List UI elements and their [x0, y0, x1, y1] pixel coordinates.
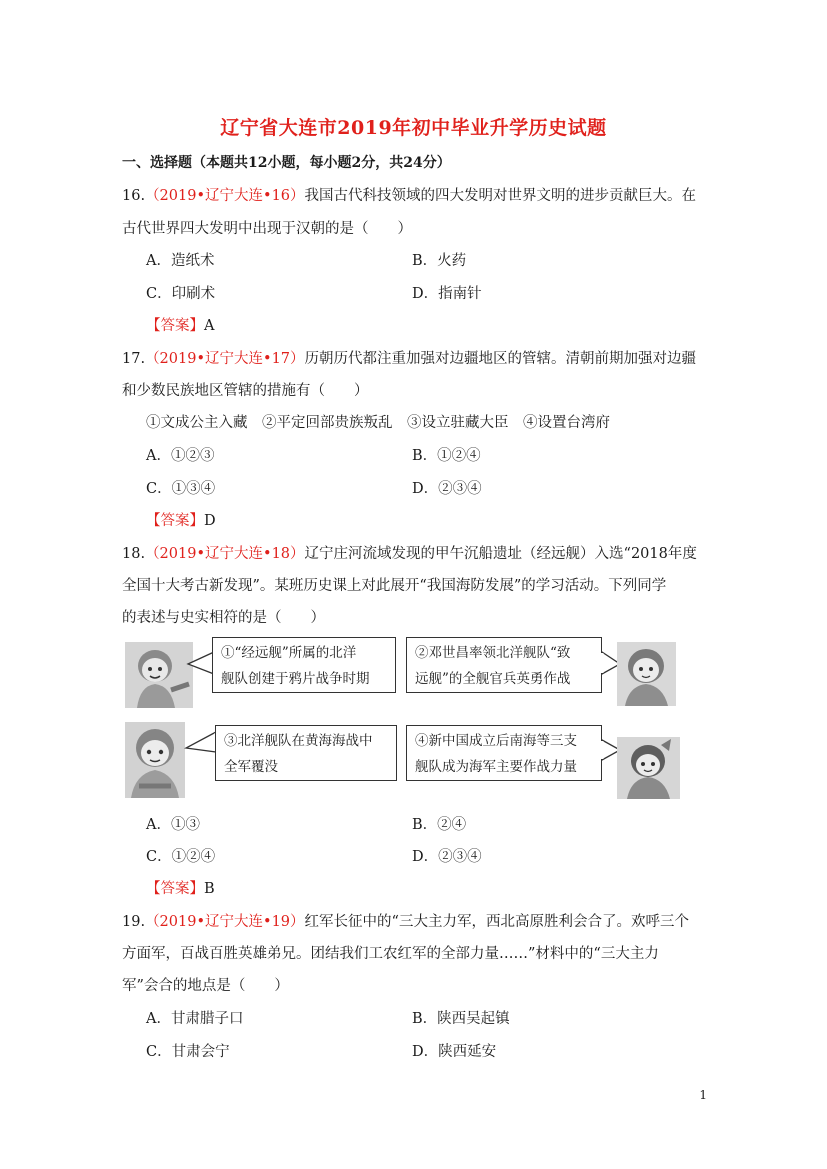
- question-17-items: ①文成公主入藏 ②平定回部贵族叛乱 ③设立驻藏大臣 ④设置台湾府: [146, 415, 610, 431]
- question-17-line-1: [122, 347, 696, 368]
- boy-cartoon-icon: [125, 642, 193, 708]
- question-17-answer: [146, 509, 216, 530]
- question-19-option-d: D．陕西延安: [412, 1044, 497, 1060]
- section-heading: 一、选择题（本题共12小题，每小题2分，共24分）: [122, 155, 451, 171]
- answer-label: 【答案】: [146, 513, 204, 529]
- bubble-text: ③北洋舰队在黄海海战中: [224, 733, 373, 749]
- speech-bubble-4: [406, 725, 602, 781]
- question-number: 17.: [122, 351, 146, 367]
- speech-bubble-2: [406, 637, 602, 693]
- question-18-line-2: 全国十大考古新发现”。某班历史课上对此展开“我国海防发展”的学习活动。下列同学: [122, 578, 667, 594]
- question-number: 19.: [122, 914, 146, 930]
- bubble-text: 舰队成为海军主要作战力量: [415, 759, 577, 775]
- bubble-text: 全军覆没: [224, 759, 278, 775]
- question-19-option-b: B．陕西吴起镇: [412, 1011, 510, 1027]
- question-source: （2019•辽宁大连•18）: [145, 546, 305, 562]
- question-17-option-d: D．②③④: [412, 481, 482, 497]
- question-18-option-d: D．②③④: [412, 849, 482, 865]
- answer-value: B: [204, 881, 215, 897]
- page-title: 辽宁省大连市2019年初中毕业升学历史试题: [220, 117, 607, 139]
- question-19-option-c: C．甘肃会宁: [146, 1044, 230, 1060]
- question-17-option-a: A．①②③: [146, 448, 215, 464]
- question-18-option-c: C．①②④: [146, 849, 216, 865]
- girl-cartoon-icon: [617, 642, 676, 706]
- question-19-line-1: [122, 910, 689, 931]
- speech-bubble-1: [212, 637, 396, 693]
- student-avatar-1: [125, 642, 193, 708]
- question-19-line-2: 方面军，百战百胜英雄弟兄。团结我们工农红军的全部力量……”材料中的“三大主力: [122, 946, 659, 962]
- question-source: （2019•辽宁大连•17）: [145, 351, 305, 367]
- question-17-option-b: B．①②④: [412, 448, 481, 464]
- speech-tail-3: [184, 728, 218, 758]
- question-19-line-3: 军”会合的地点是（ ）: [122, 978, 289, 994]
- question-text: 红军长征中的“三大主力军，西北高原胜利会合了。欢呼三个: [304, 914, 689, 930]
- question-source: （2019•辽宁大连•16）: [145, 188, 305, 204]
- question-17-line-2: 和少数民族地区管辖的措施有（ ）: [122, 383, 369, 399]
- question-19-option-a: A．甘肃腊子口: [146, 1011, 244, 1027]
- question-17-option-c: C．①③④: [146, 481, 216, 497]
- bubble-text: ④新中国成立后南海等三支: [415, 733, 577, 749]
- bubble-text: 舰队创建于鸦片战争时期: [221, 671, 370, 687]
- answer-label: 【答案】: [146, 881, 204, 897]
- question-16-option-c: C．印刷术: [146, 286, 216, 302]
- bubble-text: ①“经远舰”所属的北洋: [221, 645, 357, 661]
- student-avatar-4: [617, 737, 680, 799]
- student-avatar-3: [125, 722, 185, 798]
- speech-bubble-3: [215, 725, 397, 781]
- question-16-line-1: [122, 184, 696, 205]
- page-number: 1: [699, 1088, 707, 1102]
- question-18-answer: [146, 877, 215, 898]
- question-16-option-d: D．指南针: [412, 286, 482, 302]
- question-16-option-a: A．造纸术: [146, 253, 215, 269]
- question-source: （2019•辽宁大连•19）: [145, 914, 305, 930]
- student-avatar-2: [617, 642, 676, 706]
- question-text: 历朝历代都注重加强对边疆地区的管辖。清朝前期加强对边疆: [304, 351, 697, 367]
- question-18-line-1: [122, 542, 697, 563]
- bubble-text: ②邓世昌率领北洋舰队“致: [415, 645, 571, 661]
- answer-label: 【答案】: [146, 318, 204, 334]
- question-18-option-b: B．②④: [412, 817, 467, 833]
- answer-value: D: [204, 513, 216, 529]
- question-text: 我国古代科技领域的四大发明对世界文明的进步贡献巨大。在: [304, 188, 697, 204]
- question-16-option-b: B．火药: [412, 253, 467, 269]
- question-18-line-3: 的表述与史实相符的是（ ）: [122, 610, 325, 626]
- answer-value: A: [204, 318, 215, 334]
- question-18-option-a: A．①③: [146, 817, 200, 833]
- question-text: 辽宁庄河流域发现的甲午沉船遗址（经远舰）入选“2018年度: [304, 546, 697, 562]
- question-16-answer: [146, 314, 214, 335]
- girl-cartoon-icon: [617, 737, 680, 799]
- boy-cartoon-icon: [125, 722, 185, 798]
- question-16-line-2: 古代世界四大发明中出现于汉朝的是（ ）: [122, 221, 412, 237]
- question-number: 16.: [122, 188, 146, 204]
- question-number: 18.: [122, 546, 146, 562]
- bubble-text: 远舰”的全舰官兵英勇作战: [415, 671, 571, 687]
